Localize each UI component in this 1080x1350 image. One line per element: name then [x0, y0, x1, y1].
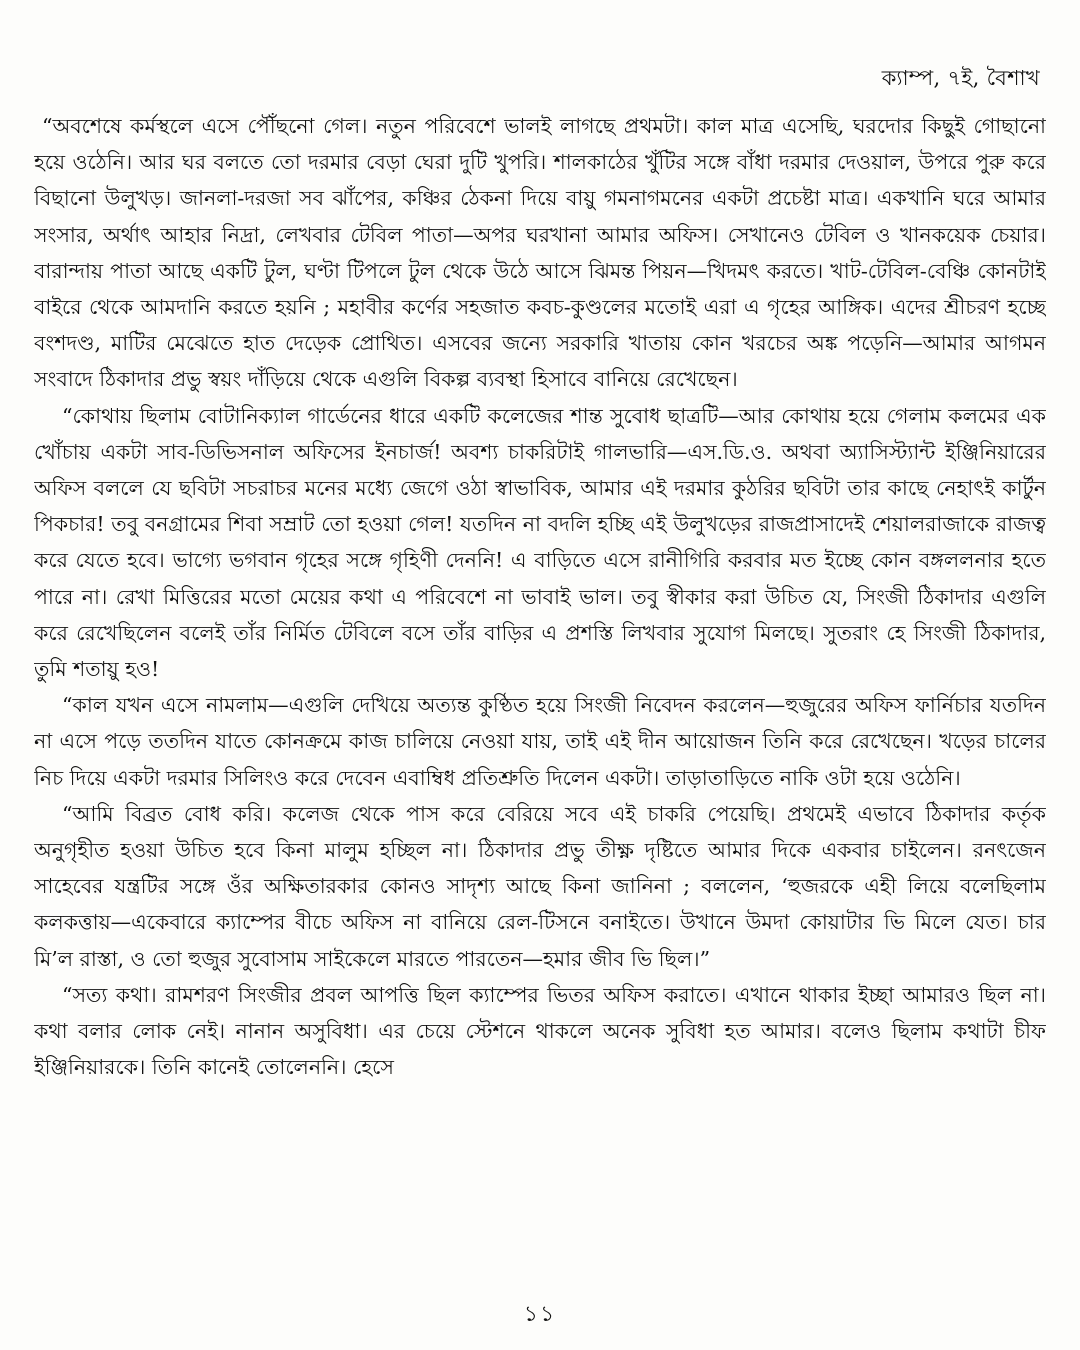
paragraph-4: “আমি বিব্রত বোধ করি। কলেজ থেকে পাস করে বেরিয়ে সবে এই চাকরি পেয়েছি। প্রথমেই এভাবে ঠিকাদার কর্তৃক অনুগৃহীত হওয়া উচিত হবে কিনা মালুম হচ্ছিল না। ঠিকাদার প্রভু তীক্ষ্ণ দৃষ্টিতে আমার দিকে একবার চাইলেন। রনৎজেন সাহেবের যন্ত্রটির সঙ্গে ওঁর অক্ষিতারকার কোনও সাদৃশ্য আছে কিনা জানিনা ; বললেন, ‘হুজরকে এহী লিয়ে বলেছিলাম কলকত্তায়—একেবারে ক্যাম্পের বীচে অফিস না বানিয়ে রেল-টিসনে বনাইতে। উখানে উমদা কোয়াটার ভি মিলে যেত। চার মি’ল রাস্তা, ও তো হুজুর সুবোসাম সাইকেলে মারতে পারতেন—হমার জীব ভি ছিল।” — [34, 801, 1046, 971]
paragraph-2: “কোথায় ছিলাম বোটানিক্যাল গার্ডেনের ধারে একটি কলেজের শান্ত সুবোধ ছাত্রটি—আর কোথায় হয়ে গেলাম কলমের এক খোঁচায় একটা সাব-ডিভিসনাল অফিসের ইনচার্জ! অবশ্য চাকরিটাই গালভারি—এস.ডি.ও. অথবা অ্যাসিস্ট্যান্ট ইঞ্জিনিয়ারের অফিস বললে যে ছবিটা সচরাচর মনের মধ্যে জেগে ওঠা স্বাভাবিক, আমার এই দরমার কুঠরির ছবিটা তার কাছে নেহাৎই কার্টুন পিকচার! তবু বনগ্রামের শিবা সম্রাট তো হওয়া গেল! যতদিন না বদলি হচ্ছি এই উলুখড়ের রাজপ্রাসাদেই শেয়ালরাজাকে রাজত্ব করে যেতে হবে। ভাগ্যে ভগবান গৃহের সঙ্গে গৃহিণী দেননি! এ বাড়িতে এসে রানীগিরি করবার মত ইচ্ছে কোন বঙ্গললনার হতে পারে না। রেখা মিত্তিরের মতো মেয়ের কথা এ পরিবেশে না ভাবাই ভাল। তবু স্বীকার করা উচিত যে, সিংজী ঠিকাদার এগুলি করে রেখেছিলেন বলেই তাঁর নির্মিত টেবিলে বসে তাঁর বাড়ির এ প্রশস্তি লিখবার সুযোগ মিলছে। সুতরাং হে সিংজী ঠিকাদার, তুমি শতায়ু হও! — [34, 403, 1046, 682]
paragraph-1: “অবশেষে কর্মস্থলে এসে পৌঁছনো গেল। নতুন পরিবেশে ভালই লাগছে প্রথমটা। কাল মাত্র এসেছি, ঘরদোর কিছুই গোছানো হয়ে ওঠেনি। আর ঘর বলতে তো দরমার বেড়া ঘেরা দুটি খুপরি। শালকাঠের খুঁটির সঙ্গে বাঁধা দরমার দেওয়াল, উপরে পুরু করে বিছানো উলুখড়। জানলা-দরজা সব ঝাঁপের, কঞ্চির ঠেকনা দিয়ে বায়ু গমনাগমনের একটা প্রচেষ্টা মাত্র। একখানি ঘরে আমার সংসার, অর্থাৎ আহার নিদ্রা, লেখবার টেবিল পাতা—অপর ঘরখানা আমার অফিস। সেখানেও টেবিল ও খানকয়েক চেয়ার। বারান্দায় পাতা আছে একটি টুল, ঘণ্টা টিপলে টুল থেকে উঠে আসে ঝিমন্ত পিয়ন—খিদমৎ করতে। খাট-টেবিল-বেঞ্চি কোনটাই বাইরে থেকে আমদানি করতে হয়নি ; মহাবীর কর্ণের সহজাত কবচ-কুণ্ডলের মতোই এরা এ গৃহের আঙ্গিক। এদের শ্রীচরণ হচ্ছে বংশদণ্ড, মাটির মেঝেতে হাত দেড়েক প্রোথিত। এসবের জন্যে সরকারি খাতায় কোন খরচের অঙ্ক পড়েনি—আমার আগমন সংবাদে ঠিকাদার প্রভু স্বয়ং দাঁড়িয়ে থেকে এগুলি বিকল্প ব্যবস্থা হিসাবে বানিয়ে রেখেছেন। — [34, 114, 1046, 392]
page-number: ১১ — [523, 1302, 557, 1327]
dateline: ক্যাম্প, ৭ই, বৈশাখ — [881, 66, 1040, 90]
paragraph-5: “সত্য কথা। রামশরণ সিংজীর প্রবল আপত্তি ছিল ক্যাম্পের ভিতর অফিস করাতে। এখানে থাকার ইচ্ছা আমারও ছিল না। কথা বলার লোক নেই। নানান অসুবিধা। এর চেয়ে স্টেশনে থাকলে অনেক সুবিধা হত আমার। বলেও ছিলাম কথাটা চীফ ইঞ্জিনিয়ারকে। তিনি কানেই তোলেননি। হেসে — [34, 982, 1046, 1080]
body-text — [34, 108, 1046, 1298]
paragraph-3: “কাল যখন এসে নামলাম—এগুলি দেখিয়ে অত্যন্ত কুণ্ঠিত হয়ে সিংজী নিবেদন করলেন—হুজুরের অফিস ফার্নিচার যতদিন না এসে পড়ে ততদিন যাতে কোনক্রমে কাজ চালিয়ে নেওয়া যায়, তাই এই দীন আয়োজন তিনি করে রেখেছেন। খড়ের চালের নিচ দিয়ে একটা দরমার সিলিংও করে দেবেন এবাম্বিধ প্রতিশ্রুতি দিলেন একটা। তাড়াতাড়িতে নাকি ওটা হয়ে ওঠেনি। — [34, 693, 1046, 790]
